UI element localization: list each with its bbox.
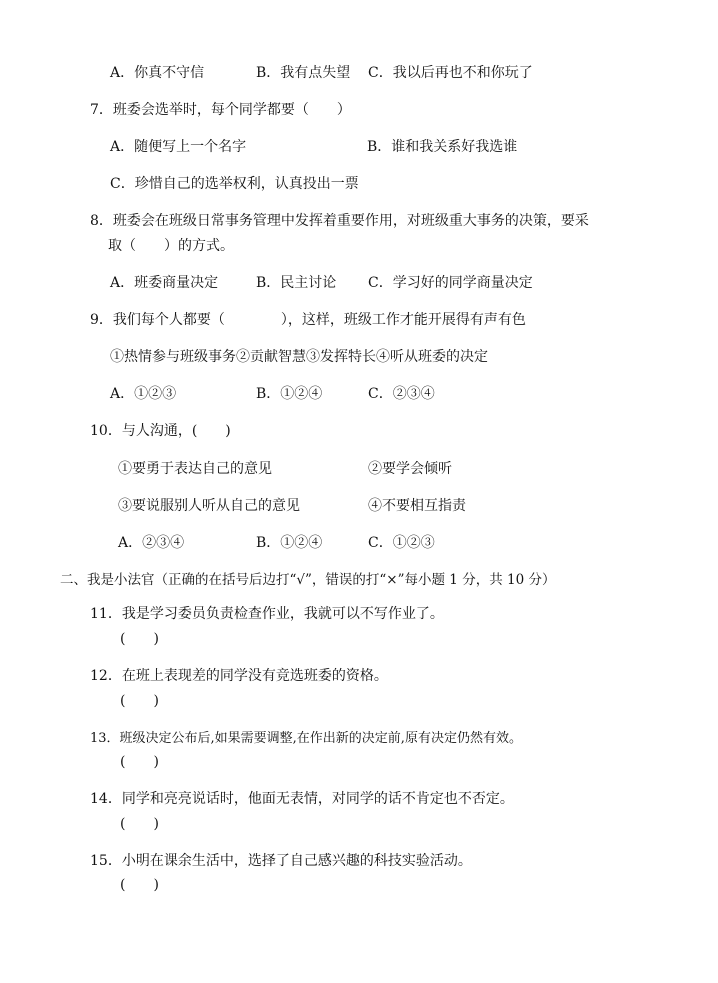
q10-option-a: A．②③④ bbox=[118, 535, 185, 551]
q10-stem: 10．与人沟通，( ) bbox=[90, 423, 231, 439]
q8-option-c: C．学习好的同学商量决定 bbox=[368, 275, 533, 291]
q10-item-4: ④不要相互指责 bbox=[368, 498, 466, 514]
q6-option-a: A．你真不守信 bbox=[110, 65, 205, 81]
q7-option-a: A．随便写上一个名字 bbox=[110, 139, 247, 155]
answer-blank: ( ) bbox=[120, 877, 159, 893]
q8-option-a: A．班委商量决定 bbox=[110, 275, 219, 291]
q7-option-b: B．谁和我关系好我选谁 bbox=[367, 139, 518, 155]
q8-option-b: B．民主讨论 bbox=[256, 275, 337, 291]
judgment-text: 13．班级决定公布后,如果需要调整,在作出新的决定前,原有决定仍然有效。 bbox=[90, 731, 522, 746]
q10-item-1: ①要勇于表达自己的意见 bbox=[118, 461, 272, 477]
q8-stem-line1: 8．班委会在班级日常事务管理中发挥着重要作用，对班级重大事务的决策，要采 bbox=[90, 213, 589, 229]
q6-option-c: C．我以后再也不和你玩了 bbox=[368, 65, 533, 81]
q8-stem-line2: 取（ ）的方式。 bbox=[108, 238, 234, 254]
answer-blank: ( ) bbox=[120, 754, 159, 770]
judgment-text: 15．小明在课余生活中，选择了自己感兴趣的科技实验活动。 bbox=[90, 853, 472, 869]
q10-item-3: ③要说服别人听从自己的意见 bbox=[118, 498, 300, 514]
answer-blank: ( ) bbox=[120, 816, 159, 832]
q10-option-b: B．①②④ bbox=[256, 535, 323, 551]
q9-items: ①热情参与班级事务②贡献智慧③发挥特长④听从班委的决定 bbox=[110, 349, 488, 365]
judgment-text: 11．我是学习委员负责检查作业，我就可以不写作业了。 bbox=[90, 606, 444, 622]
q9-stem: 9．我们每个人都要（ ），这样，班级工作才能开展得有声有色 bbox=[90, 312, 526, 328]
answer-blank: ( ) bbox=[120, 693, 159, 709]
q7-stem: 7．班委会选举时，每个同学都要（ ） bbox=[90, 102, 351, 118]
q10-option-c: C．①②③ bbox=[368, 535, 435, 551]
q7-option-c: C．珍惜自己的选举权利，认真投出一票 bbox=[110, 176, 359, 192]
answer-blank: ( ) bbox=[120, 631, 159, 647]
section-2-heading: 二、我是小法官（正确的在括号后边打“√”，错误的打“×”每小题 1 分，共 10 分） bbox=[60, 572, 556, 588]
q9-option-b: B．①②④ bbox=[256, 386, 323, 402]
q10-item-2: ②要学会倾听 bbox=[368, 461, 452, 477]
q9-option-a: A．①②③ bbox=[110, 386, 177, 402]
q9-option-c: C．②③④ bbox=[368, 386, 435, 402]
q6-option-b: B．我有点失望 bbox=[256, 65, 351, 81]
judgment-text: 12．在班上表现差的同学没有竞选班委的资格。 bbox=[90, 668, 388, 684]
judgment-text: 14．同学和亮亮说话时，他面无表情，对同学的话不肯定也不否定。 bbox=[90, 791, 514, 807]
